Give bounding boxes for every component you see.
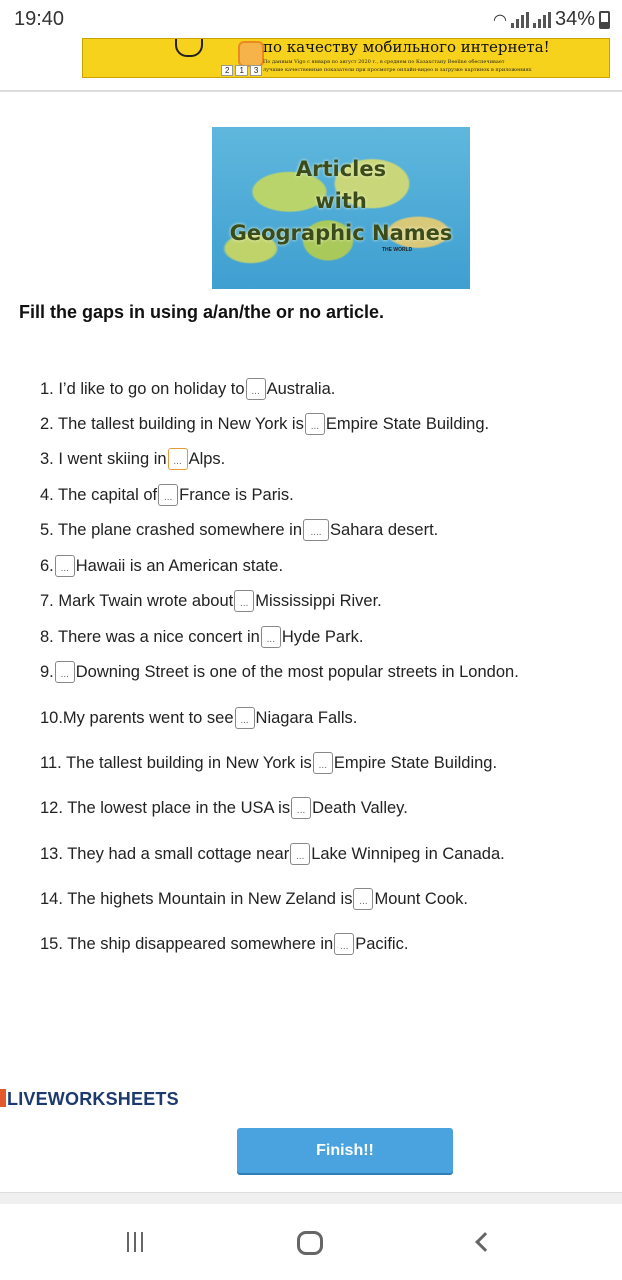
exercise-text-after: Mount Cook. <box>374 889 469 908</box>
answer-gap-input[interactable]: ... <box>234 590 254 612</box>
exercise-line <box>40 843 505 865</box>
battery-icon <box>599 11 610 29</box>
logo-text: LIVEWORKSHEETS <box>7 1089 179 1109</box>
exercise-text-before: 8. There was a nice concert in <box>40 627 260 646</box>
signal-icon <box>511 12 529 28</box>
exercise-text-before: 4. The capital of <box>40 485 158 504</box>
exercise-text-after: Niagara Falls. <box>255 708 358 727</box>
exercise-text-before: 11. The tallest building in New York is <box>40 753 312 772</box>
exercise-text-before: 2. The tallest building in New York is <box>40 414 304 433</box>
exercise-text-before: 5. The plane crashed somewhere in <box>40 520 303 539</box>
exercise-text-after: Downing Street is one of the most popular streets in London. <box>75 662 519 681</box>
answer-gap-input[interactable]: ... <box>290 843 310 865</box>
answer-gap-input[interactable]: ... <box>291 797 311 819</box>
answer-gap-input[interactable]: ... <box>168 448 188 470</box>
recent-apps-icon[interactable] <box>127 1232 143 1252</box>
answer-gap-input[interactable]: ... <box>246 378 266 400</box>
exercise-text-before: 14. The highets Mountain in New Zeland is <box>40 889 353 908</box>
ad-fineprint-2: лучшие качественные показатели при просмотре онлайн-видео и загрузке картинок в приложениях <box>263 67 532 73</box>
podium-place: 2 <box>221 65 233 76</box>
signal-icon-2 <box>533 12 551 28</box>
exercise-text-before: 1. I’d like to go on holiday to <box>40 379 245 398</box>
image-title-line-3: Geographic Names <box>229 221 453 245</box>
instructions: Fill the gaps in using a/an/the or no article. <box>19 302 385 322</box>
exercise-text-after: Hawaii is an American state. <box>75 556 284 575</box>
exercise-text-after: Sahara desert. <box>330 520 439 539</box>
image-title-line-1: Articles <box>295 157 387 181</box>
exercise-line <box>40 661 519 683</box>
answer-gap-input[interactable]: ... <box>55 661 75 683</box>
exercise-line <box>40 933 408 955</box>
image-title-line-2: with <box>315 189 367 213</box>
exercise-line <box>40 752 497 774</box>
image-caption: THE WORLD <box>382 247 413 253</box>
status-time: 19:40 <box>14 8 65 30</box>
exercise-text-before: 3. I went skiing in <box>40 449 167 468</box>
exercise-line <box>40 484 294 506</box>
exercise-text-before: 12. The lowest place in the USA is <box>40 798 291 817</box>
answer-gap-input[interactable]: ... <box>305 413 325 435</box>
logo-mark-icon <box>0 1089 6 1107</box>
status-bar <box>0 0 622 38</box>
exercise-text-before: 9. <box>40 662 54 681</box>
ad-title: по качеству мобильного интернета! <box>263 38 550 56</box>
page-divider <box>0 1192 622 1204</box>
exercise-text-before: 13. They had a small cottage near <box>40 844 290 863</box>
ad-fineprint-1: По данным Vigo с января по август 2020 г., в среднем по Казахстану Beeline обеспечивает <box>263 59 505 65</box>
exercise-text-after: Australia. <box>266 379 336 398</box>
answer-gap-input[interactable]: ... <box>353 888 373 910</box>
exercise-text-before: 10.My parents went to see <box>40 708 234 727</box>
podium-place: 3 <box>250 65 262 76</box>
exercise-line <box>40 888 468 910</box>
shopping-bag-icon <box>238 41 264 67</box>
beeline-logo-icon <box>175 39 203 57</box>
exercise-line <box>40 626 363 648</box>
home-icon[interactable] <box>297 1231 323 1255</box>
exercise-text-after: Hyde Park. <box>281 627 364 646</box>
finish-button[interactable]: Finish!! <box>237 1128 453 1173</box>
exercise-line <box>40 378 335 400</box>
exercise-line <box>40 413 489 435</box>
ad-banner[interactable] <box>82 38 610 78</box>
exercise-text-before: 15. The ship disappeared somewhere in <box>40 934 334 953</box>
answer-gap-input[interactable]: ... <box>313 752 333 774</box>
back-icon[interactable] <box>475 1232 495 1252</box>
wifi-icon: ◠ <box>493 11 507 29</box>
answer-gap-input[interactable]: ... <box>261 626 281 648</box>
exercise-text-after: Empire State Building. <box>333 753 498 772</box>
answer-gap-input[interactable]: ... <box>158 484 178 506</box>
ad-banner-area <box>0 38 622 92</box>
podium-icon <box>221 65 262 76</box>
exercise-line <box>40 590 382 612</box>
battery-percent: 34% <box>554 8 595 30</box>
answer-gap-input[interactable]: ... <box>55 555 75 577</box>
exercise-line <box>40 519 438 541</box>
exercise-text-after: Mississippi River. <box>255 591 382 610</box>
liveworksheets-logo[interactable] <box>0 1089 179 1110</box>
exercise-text-before: 7. Mark Twain wrote about <box>40 591 234 610</box>
exercise-text-after: Pacific. <box>355 934 409 953</box>
exercise-line <box>40 448 225 470</box>
exercise-text-after: Lake Winnipeg in Canada. <box>311 844 505 863</box>
exercise-line <box>40 555 283 577</box>
exercise-text-after: Death Valley. <box>312 798 408 817</box>
exercise-text-before: 6. <box>40 556 54 575</box>
navigation-bar <box>0 1204 622 1280</box>
answer-gap-input[interactable]: ... <box>235 707 255 729</box>
status-icons <box>493 8 610 31</box>
exercise-line <box>40 707 357 729</box>
exercise-text-after: Alps. <box>188 449 226 468</box>
exercise-text-after: Empire State Building. <box>325 414 490 433</box>
answer-gap-input[interactable]: .... <box>303 519 329 541</box>
podium-place: 1 <box>235 65 247 76</box>
exercise-text-after: France is Paris. <box>179 485 294 504</box>
answer-gap-input[interactable]: ... <box>334 933 354 955</box>
exercise-line <box>40 797 408 819</box>
worksheet-header-image <box>212 127 470 289</box>
